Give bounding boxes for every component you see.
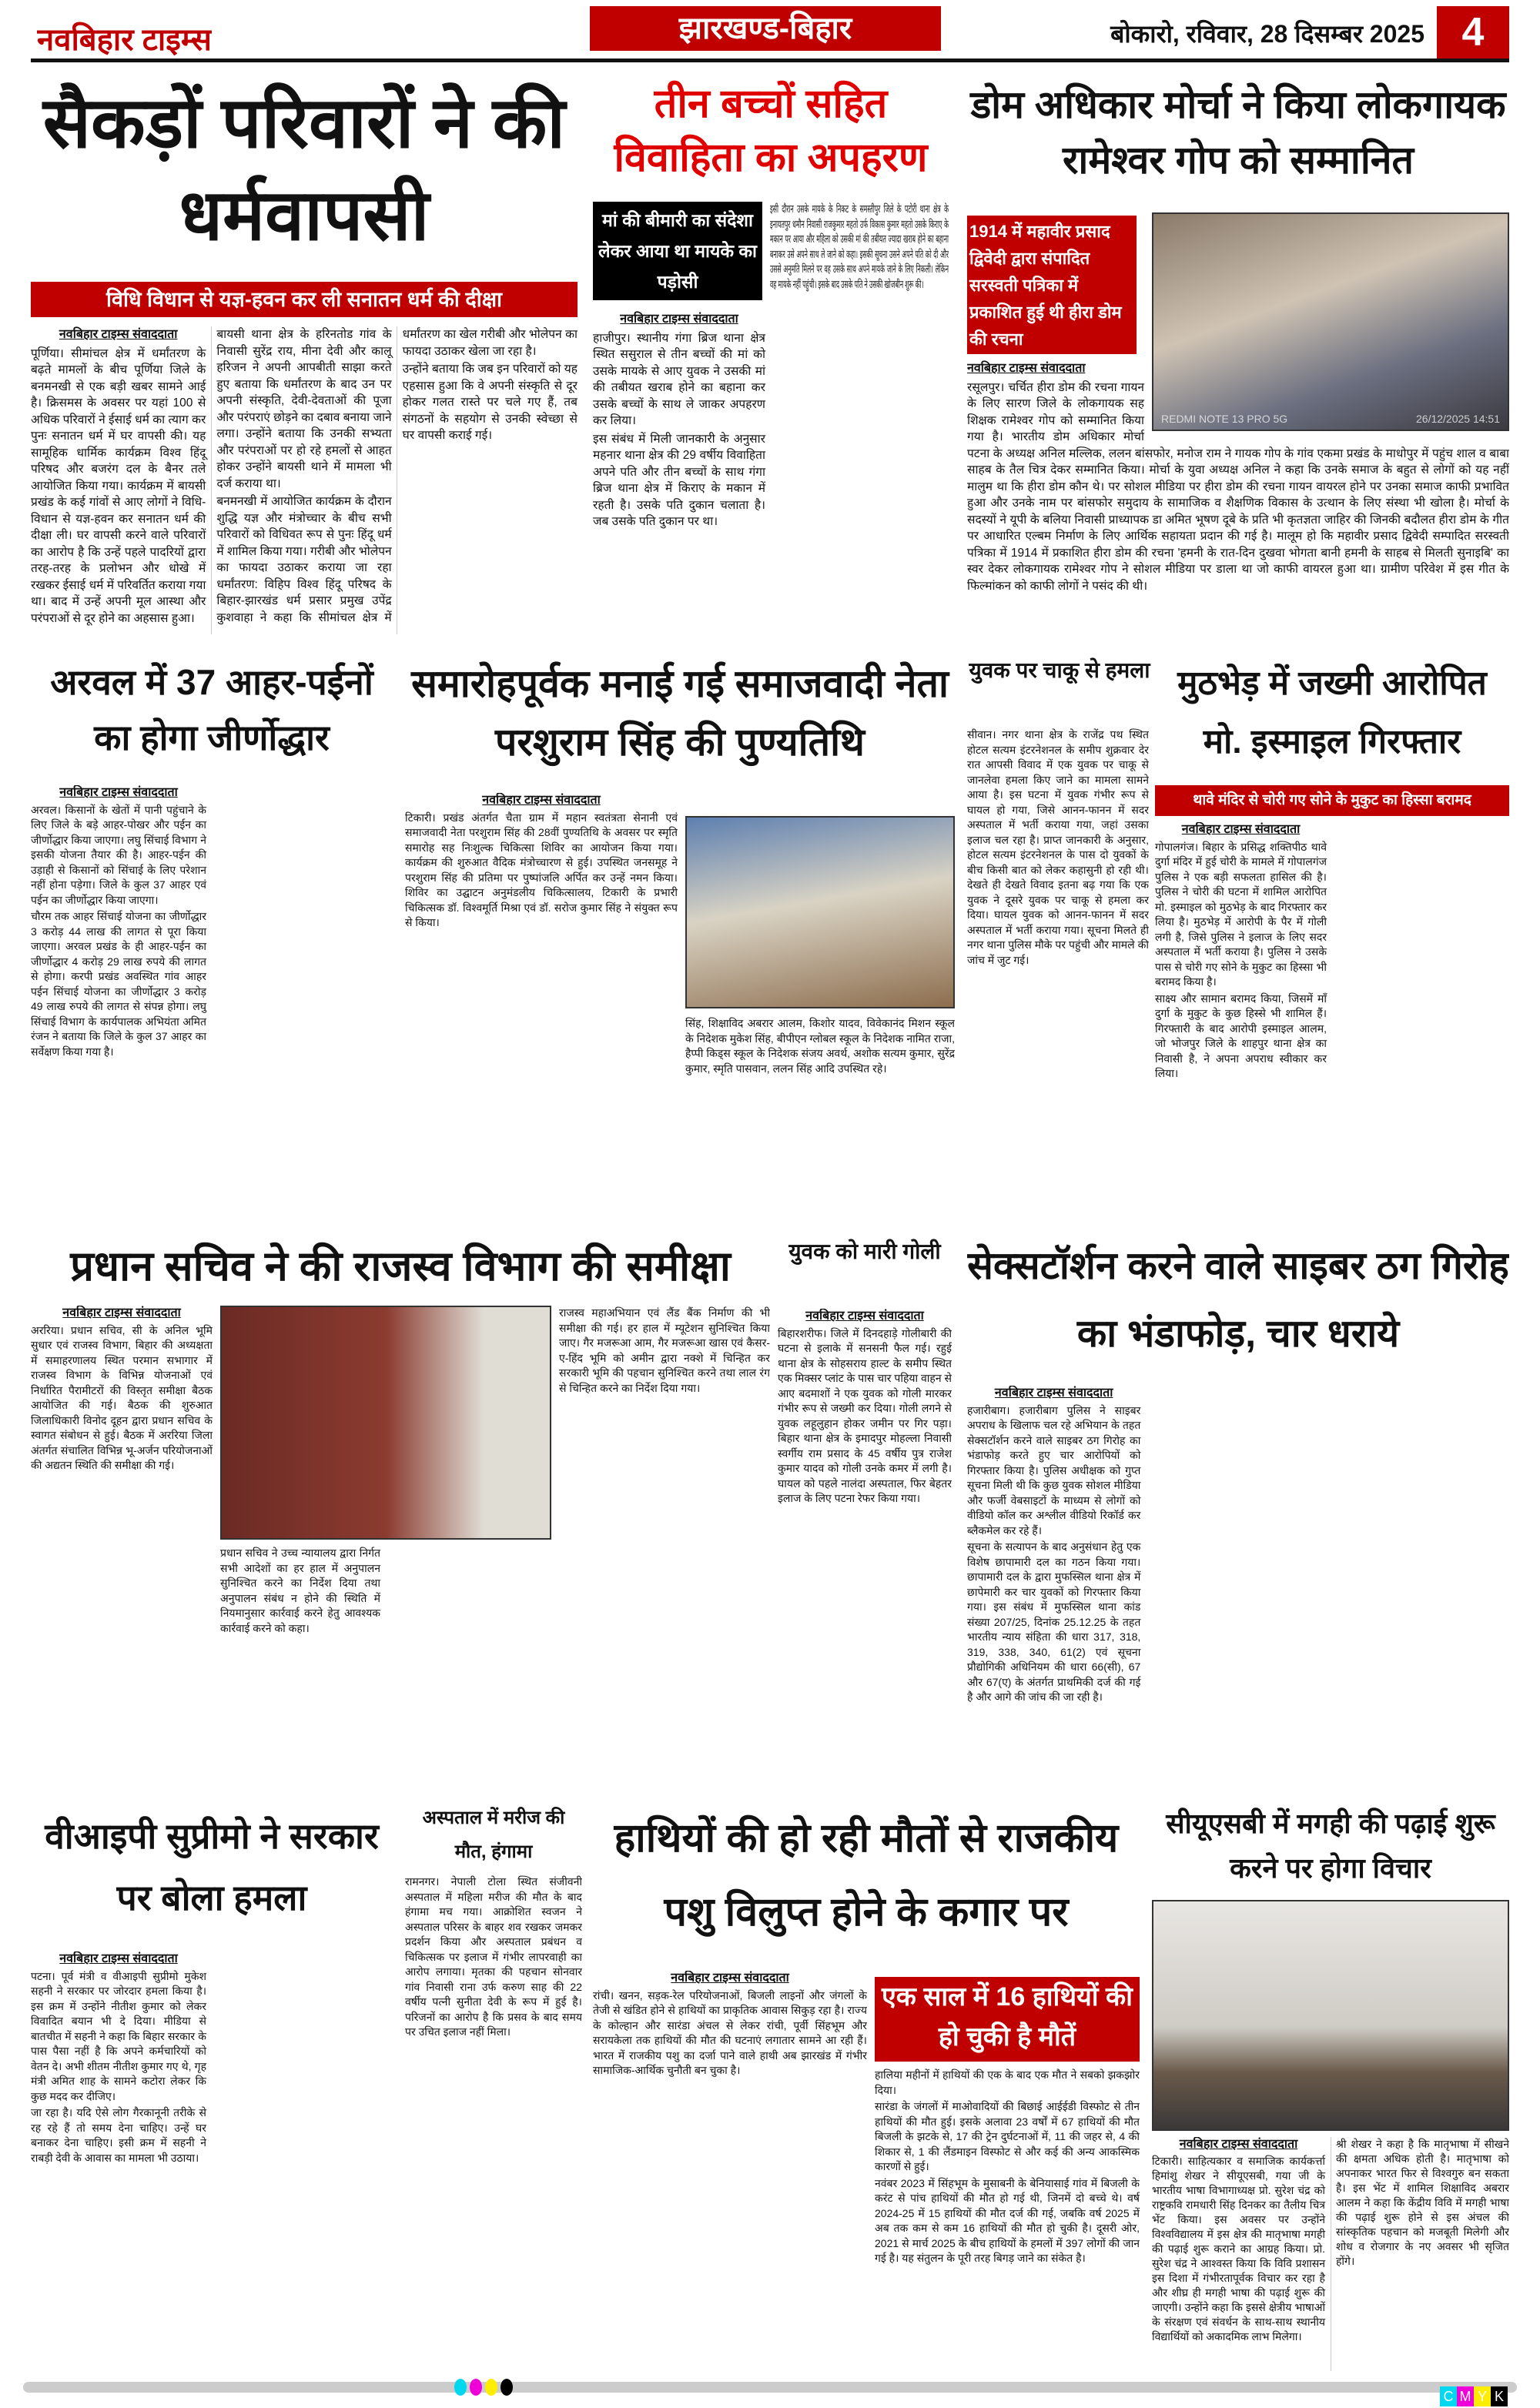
text-frame: अरवल में 37 आहर-पईनों का होगा जीर्णोद्धार	[50, 662, 373, 758]
headline-revenue-review	[31, 1232, 770, 1301]
article-parshuram-singh	[405, 793, 678, 1216]
paragraph: इस संबंध में मिली जानकारी के अनुसार महनार थाना क्षेत्र की 29 वर्षीय विवाहिता अपने पति और तीन बच्चों के साथ गंगा ब्रिज थाना क्षेत्र में किराए के मकान में रहती है। उसके पति दुकान चलाता है। जब उसके पति दुकान पर था।	[593, 432, 765, 528]
photo-wrap-spacer	[1144, 360, 1509, 440]
headline-youth-shot	[778, 1236, 952, 1305]
section-label: झारखण्ड-बिहार	[590, 6, 941, 51]
text-frame: विधि विधान से यज्ञ-हवन कर ली सनातन धर्म की दीक्षा	[105, 288, 503, 311]
article-knife-attack	[967, 727, 1149, 1216]
text-frame	[967, 727, 1149, 968]
header-divider	[31, 59, 1509, 62]
paragraph: हजारीबाग। हजारीबाग पुलिस ने साइबर अपराध के खिलाफ चल रहे अभियान के तहत सेक्सटॉर्शन करने वाले साइबर ठग गिरोह का भंडाफोड़ करते हुए चार आरोपियों को गिरफ्तार किया है। पुलिस अधीक्षक को गुप्त सूचना मिली थी कि कुछ युवक सोशल मीडिया और फर्जी वेबसाइटों के माध्यम से लोगों को वीडियो कॉल कर अश्लील वीडियो रिकॉर्ड कर ब्लैकमेल कर रहे हैं।	[967, 1403, 1141, 1537]
text-frame: सीयूएसबी में मगही की पढ़ाई शुरू करने पर होगा विचार	[1166, 1808, 1495, 1884]
highlight-box-hira-dom	[967, 216, 1137, 354]
paragraph: हालिया महीनों में हाथियों की एक के बाद एक मौत ने सबको झकझोर दिया।	[875, 2069, 1140, 2096]
paragraph: रामनगर। नेपाली टोला स्थित संजीवनी अस्पताल में महिला मरीज की मौत के बाद हंगामा मच गया। आक्रोशित स्वजन ने अस्पताल परिसर के बाहर शव रखकर जमकर प्रदर्शन किया और अस्पताल प्रबंधन व चिकित्सक पर इलाज में गंभीर लापरवाही का आरोप लगाया। मृतका की पहचान सोनवार गांव निवासी राना उर्फ करुण साह की 22 वर्षीय पत्नी सुनीता देवी के रूप में हुई है। परिजनों का आरोप है कि प्रसव के बाद समय पर उचित इलाज नहीं मिला।	[405, 1875, 582, 2038]
article-youth-shot	[778, 1309, 952, 1775]
text-frame: प्रधान सचिव ने की राजस्व विभाग की समीक्षा	[70, 1243, 731, 1289]
article-dom-morcha	[967, 360, 1509, 637]
headline-dharmvapasi	[31, 77, 578, 269]
magenta-dot	[470, 2379, 482, 2396]
article-dharmvapasi	[31, 326, 578, 634]
byline: नवबिहार टाइम्स संवाददाता	[620, 313, 738, 326]
article-apaharan-side	[770, 202, 949, 305]
cmyk-marks	[1440, 2386, 1508, 2406]
paragraph: टिकारी। साहित्यकार व समाजिक कार्यकर्त्ता हिमांशु शेखर ने सीयूएसबी, गया जी के भारतीय भाषा विभागाध्यक्ष प्रो. सुरेश चंद्र को राष्ट्रकवि रामधारी सिंह दिनकर का तैलीय चित्र भेंट किया। इस अवसर पर उन्होंने विश्वविद्यालय में इस क्षेत्र की मातृभाषा मगही की पढ़ाई शुरू कराने का आग्रह किया। प्रो. सुरेश चंद्र ने आश्वस्त किया कि विवि प्रशासन इस दिशा में गंभीरतापूर्वक विचार कर रहा है और शीघ्र ही मगही भाषा की पढ़ाई शुरू की जाएगी। उन्होंने कहा कि इससे क्षेत्रीय भाषाओं के संरक्षण एवं संवर्धन के साथ-साथ स्थानीय विद्यार्थियों को अकादमिक लाभ मिलेगा।	[1152, 2155, 1325, 2343]
paragraph: उन्होंने बताया कि जब इन परिवारों को यह एहसास हुआ कि वे अपनी संस्कृति से दूर होकर गलत रास्ते पर चले गए हैं, तब संगठनों के सहयोग से उनकी स्वेच्छा से घर वापसी कराई गई।	[402, 363, 578, 442]
paragraph: गोपालगंज। बिहार के प्रसिद्ध शक्तिपीठ थावे दुर्गा मंदिर में हुई चोरी के मामले में गोपालगंज पुलिस ने एक बड़ी सफलता हासिल की है। पुलिस ने चोरी की घटना में शामिल आरोपित मो. इस्माइल को मुठभेड़ के बाद गिरफ्तार कर लिया है। मुठभेड़ में आरोपी के पैर में गोली लगी है, जिसे पुलिस ने इलाज के लिए सदर अस्पताल में भर्ती कराया है। पुलिस ने उसके पास से चोरी गए सोने के मुकुट का हिस्सा भी बरामद किया है।	[1155, 840, 1327, 988]
headline-knife-attack	[967, 654, 1152, 724]
byline: नवबिहार टाइम्स संवाददाता	[671, 1972, 789, 1985]
photo-tribute	[685, 816, 955, 1008]
byline: नवबिहार टाइम्स संवाददाता	[482, 794, 601, 807]
dateline: बोकारो, रविवार, 28 दिसम्बर 2025	[1110, 20, 1424, 48]
text-frame: वीआइपी सुप्रीमो ने सरकार पर बोला हमला	[45, 1816, 379, 1918]
paragraph: राजस्व महाअभियान एवं लैंड बैंक निर्माण की भी समीक्षा की गई। हर हाल में म्यूटेशन सुनिश्चित किया जाए। गैर मजरूआ आम, गैर मजरूआ खास एवं कैसर-ए-हिंद भूमि को अमीन द्वारा नक्शे में चिन्हित कर सरकारी भूमि की पहचान सुनिश्चित करने तथा लाल रंग से चिन्हित करने का निर्देश दिया गया।	[559, 1306, 770, 1394]
byline: नवबिहार टाइम्स संवाददाता	[1179, 2138, 1298, 2151]
text-frame: सैकड़ों परिवारों ने की धर्मवापसी	[42, 84, 566, 255]
article-parshuram-singh-cont	[685, 1016, 955, 1216]
headline-elephants	[593, 1801, 1140, 1955]
byline: नवबिहार टाइम्स संवाददाता	[1181, 823, 1301, 836]
paragraph: बिहारशरीफ। जिले में दिनदहाड़े गोलीबारी की घटना से इलाके में सनसनी फैल गई। रहुई थाना क्षेत्र के सोहसराय हाल्ट के समीप स्थित एक मिक्सर प्लांट के पास चार पहिया वाहन से आए बदमाशों ने एक युवक को गोली मारकर गंभीर रूप से जख्मी कर दिया। गोली लगने से युवक लहूलुहान होकर जमीन पर गिर पड़ा। बिहार थाना क्षेत्र के इमादपुर मोहल्ला निवासी स्वर्गीय राम प्रसाद के 45 वर्षीय पुत्र राजेश कुमार यादव को गोली उनके कमर में लगी है। घायल को पहले नालंदा अस्पताल, फिर बेहतर इलाज के लिए पटना रेफर किया गया।	[778, 1326, 952, 1504]
byline: नवबिहार टाइम्स संवाददाता	[805, 1309, 924, 1323]
paragraph: नवंबर 2023 में सिंहभूम के मुसाबनी के बेनियासाई गांव में बिजली के करंट से पांच हाथियों की मौत हो गई थी, जिनमें दो बच्चे थे। वर्ष 2024-25 में 15 हाथियों की मौत दर्ज की गई, जबकि वर्ष 2025 में अब तक कम से कम 16 हाथियों की मौत हो चुकी है। दूसरी ओर, 2021 से मार्च 2025 के बीच हाथियों के हमलों में 397 लोगों की जान गई है। यह संतुलन के पूरी तरह बिगड़ जाने का संकेत है।	[875, 2176, 1140, 2264]
byline: नवबिहार टाइम्स संवाददाता	[967, 362, 1086, 375]
footer-bar	[23, 2382, 1517, 2393]
highlight-box-elephants	[875, 1977, 1140, 2062]
highlight-box-apaharan	[593, 202, 762, 300]
text-frame	[1152, 2137, 1509, 2371]
page-number: 4	[1437, 6, 1509, 59]
article-revenue-review	[31, 1306, 213, 1775]
article-cusb-magahi	[1152, 2137, 1509, 2371]
paragraph: अररिया। प्रधान सचिव, सी के अनिल भूमि सुधार एवं राजस्व विभाग, बिहार की अध्यक्षता में समाहरणालय स्थित परमान सभागार में राजस्व विभाग के विभिन्न योजनाओं एवं निर्धारित पैरामीटरों की विस्तृत समीक्षा बैठक आयोजित की गई। बैठक की शुरुआत जिलाधिकारी विनोद दूहन द्वारा प्रधान सचिव के स्वागत संबोधन से हुई। बैठक में अररिया जिला अंतर्गत संचालित विभिन्न भू-अर्जन परियोजनाओं की अद्यतन स्थिति की समीक्षा की गई।	[31, 1323, 213, 1471]
headline-sextortion	[967, 1232, 1509, 1370]
byline: नवबिहार टाइम्स संवाददाता	[62, 1306, 181, 1319]
text-frame	[593, 1971, 867, 2079]
paragraph: इसी दौरान उसके मायके के निकट के समस्तीपुर जिले के पटोरी थाना क्षेत्र के इनायतपुर धमौन निवासी राजकुमार महतो उर्फ विकास कुमार महतो उसके किराए के मकान पर आया और महिला को उसकी मां की तबीयत ज्यादा खराब होने का बहाना बनाकर उसे अपने साथ ले जाने को कहा। इसकी सूचना उसने अपने पति को दी और उससे अनुमति मिलने पर वह उसके साथ अपने मायके जाने के लिए निकली। लेकिन वह मायके नहीं पहुंची। इसके बाद उसके पति ने उसकी खोजबीन शुरू की।	[770, 202, 949, 290]
article-vip	[31, 1951, 393, 2371]
text-frame	[685, 1016, 955, 1076]
article-sextortion	[967, 1386, 1509, 1775]
article-revenue-review-col3	[559, 1306, 770, 1775]
paragraph: श्री शेखर ने कहा है कि मातृभाषा में सीखने की क्षमता अधिक होती है। मातृभाषा को अपनाकर भारत फिर से विश्वगुरु बन सकता है। इस भेंट में शामिल शिक्षाविद अबरार आलम ने कहा कि केंद्रीय विवि में मगही भाषा की पढ़ाई शुरू होने से इस अंचल की सांस्कृतिक पहचान को मजबूती मिलेगी और शोध व रोजगार के नए अवसर भी सृजित होंगे।	[1336, 2138, 1509, 2267]
text-frame: थावे मंदिर से चोरी गए सोने के मुकुट का हिस्सा बरामद	[1193, 792, 1471, 808]
text-frame: 1914 में महावीर प्रसाद द्विवेदी द्वारा संपादित सरस्वती पत्रिका में प्रकाशित हुई थी हीरा डोम की रचना	[969, 222, 1122, 349]
newspaper-name: नवबिहार टाइम्स	[37, 23, 212, 57]
paragraph: पूर्णिया। सीमांचल क्षेत्र में धर्मांतरण के बढ़ते मामलों के बीच पूर्णिया जिले के बनमनखी से एक बड़ी खबर सामने आई है। क्रिसमस के अवसर पर यहां 100 से अधिक परिवारों ने ईसाई धर्म का त्याग कर पुनः सनातन धर्म में घर वापसी की। यह सामूहिक धार्मिक कार्यक्रम विश्व हिंदू परिषद और बजरंग दल के बैनर तले आयोजित किया गया। कार्यक्रम में बायसी प्रखंड के कई गांवों से आए लोगों ने विधि-विधान से यज्ञ-हवन कर सनातन धर्म की दीक्षा ली। घर वापसी करने वाले परिवारों का आरोप है कि उन्हें पहले पादरियों द्वारा तरह-तरह के प्रलोभन और धोखे में रखकर ईसाई धर्म में परिवर्तित कराया गया था। बाद में उन्हें अपनी मूल आस्था और परंपराओं से दूर होने का अहसास हुआ।	[31, 346, 206, 625]
article-arwal	[31, 785, 393, 1216]
text-frame	[31, 326, 578, 634]
article-elephants-cont	[875, 2068, 1140, 2371]
text-frame	[559, 1306, 770, 1396]
paragraph: बायसी थाना क्षेत्र के हरिनतोड गांव के निवासी सुरेंद्र राय, मीना देवी और कालू हरिजन ने अपनी आपबीती साझा करते हुए बताया कि धर्मांतरण के बाद उन पर अपनी संस्कृति, देवी-देवताओं की पूजा और परंपराएं छोड़ने का दबाव बनाया जाने लगा। उन्होंने बताया कि उनकी सभ्यता और परंपराओं पर हो रहे हमलों से आहत होकर उन्होंने बायसी थाने में मामला भी दर्ज कराया था।	[216, 328, 392, 490]
paragraph: रांची। खनन, सड़क-रेल परियोजनाओं, बिजली लाइनों और जंगलों के तेजी से खंडित होने से हाथियों का प्राकृतिक आवास सिकुड़ रहा है। राज्य के कोल्हान और सारंडा अंचल से लेकर रांची, पूर्वी सिंहभूम और सरायकेला तक हाथियों की मौत की घटनाएं लगातार सामने आ रही हैं। भारत में राजकीय पशु का दर्जा पाने वाले हाथी अब झारखंड में गंभीर सामाजिक-आर्थिक चुनौती बन चुका है।	[593, 1988, 867, 2076]
text-frame: युवक को मारी गोली	[788, 1239, 941, 1263]
text-frame	[967, 1386, 1509, 1775]
byline: नवबिहार टाइम्स संवाददाता	[59, 786, 178, 799]
headline-hospital-death	[405, 1801, 582, 1871]
photo-review-meeting	[220, 1306, 551, 1540]
text-frame: डोम अधिकार मोर्चा ने किया लोकगायक रामेश्वर गोप को सम्मानित	[970, 83, 1506, 182]
paragraph: अरवल। किसानों के खेतों में पानी पहुंचाने के लिए जिले के बड़े आहर-पोखर और पईन का जीर्णोद्धार किया जाएगा। लघु सिंचाई विभाग ने इसकी योजना तैयार की है। आहर-पईन की उड़ाही से किसानों को सिंचाई के लिए परेशान नहीं होना पड़ेगा। जिले के कुल 37 आहर एवं पईन का जीर्णोद्धार किया जाएगा।	[31, 803, 206, 906]
text-frame	[593, 311, 949, 634]
text-frame: हाथियों की हो रही मौतों से राजकीय पशु विलुप्त होने के कगार पर	[614, 1816, 1119, 1935]
text-frame	[778, 1309, 952, 1507]
cyan-dot	[454, 2379, 467, 2396]
paragraph: चौरम तक आहर सिंचाई योजना का जीर्णोद्धार 3 करोड़ 44 लाख की लागत से पूरा किया जाएगा। अरवल प्रखंड के ही आहर-पईन का जीर्णोद्धार 4 करोड़ 29 लाख रुपये की लागत से होगा। करपी प्रखंड अवस्थित गांव आहर पईन सिंचाई योजना का जीर्णोद्धार 3 करोड़ 49 लाख रुपये की लागत से संपन्न होगा। लघु सिंचाई विभाग के कार्यपालक अभियंता अमित रंजन ने बताया कि जिले के कुल 37 आहर का सर्वेक्षण किया गया है।	[31, 910, 206, 1058]
text-frame: समारोहपूर्वक मनाई गई समाजवादी नेता परशुराम सिंह की पुण्यतिथि	[411, 662, 949, 764]
headline-encounter	[1155, 654, 1509, 778]
headline-vip	[31, 1805, 393, 1936]
yellow-dot	[485, 2379, 497, 2396]
article-apaharan	[593, 311, 949, 634]
text-frame: मुठभेड़ में जख्मी आरोपित मो. इस्माइल गिरफ्तार	[1177, 664, 1487, 761]
byline: नवबिहार टाइम्स संवाददाता	[59, 1952, 178, 1965]
headline-cusb-magahi	[1152, 1801, 1509, 1894]
text-frame: सेक्सटॉर्शन करने वाले साइबर ठग गिरोह का भंडाफोड़, चार धराये	[967, 1244, 1509, 1355]
text-frame: एक साल में 16 हाथियों की हो चुकी है मौतें	[882, 1982, 1133, 2052]
subhead-encounter	[1155, 785, 1509, 816]
headline-parshuram-singh	[405, 654, 955, 778]
black-dot	[500, 2379, 513, 2396]
paragraph: सीवान। नगर थाना क्षेत्र के राजेंद्र पथ स्थित होटल सत्यम इंटरनेशनल के समीप शुक्रवार देर रात आपसी विवाद में एक युवक पर चाकू से जानलेवा हमला किए जाने का मामला सामने आया है। इस घटना में युवक गंभीर रूप से घायल हो गया, जिसे आनन-फानन में सदर अस्पताल में भर्ती कराया गया, जहां उसका इलाज चल रहा है। प्राप्त जानकारी के अनुसार, होटल सत्यम इंटरनेशनल के पास दो युवकों के बीच किसी बात को लेकर कहासुनी हो रही थी। देखते ही देखते विवाद इतना बढ़ गया कि एक युवक ने दूसरे युवक पर चाकू से हमला कर दिया। घायल युवक को आनन-फानन में सदर अस्पताल में भर्ती कराया गया। सूचना मिलते ही नगर थाना पुलिस मौके पर पहुंची और मामले की जांच में जुट गई।	[967, 728, 1149, 966]
headline-apaharan	[593, 77, 949, 192]
paragraph: टिकारी। प्रखंड अंतर्गत चैता ग्राम में महान स्वतंत्रता सेनानी एवं समाजवादी नेता परशुराम सिंह की 28वीं पुण्यतिथि के अवसर पर स्मृति समारोह सह निःशुल्क चिकित्सा शिविर का आयोजन किया गया। कार्यक्रम की शुरुआत वैदिक मंत्रोच्चारण से हुई। उपस्थित जनसमूह ने परशुराम सिंह की प्रतिमा पर पुष्पांजलि अर्पित कर उन्हें नमन किया। शिविर का उद्घाटन अनुमंडलीय चिकित्सालय, टिकारी के प्रभारी चिकित्सक डॉ. विश्वमूर्ति मिश्रा एवं डॉ. सरोज कुमार सिंह ने संयुक्त रूप से किया।	[405, 811, 678, 928]
photo-portrait-gift	[1152, 1900, 1509, 2131]
paragraph: सारंडा के जंगलों में माओवादियों की बिछाई आईईडी विस्फोट से तीन हाथियों की मौत हुई। इसके अलावा 23 वर्षों में 67 हाथियों की मौत बिजली के झटके से, 17 की ट्रेन दुर्घटनाओं में, 11 की जहर से, 4 की शिकार से, 1 की लैंडमाइन विस्फोट से और कई की अन्य आकस्मिक कारणों से हुई।	[875, 2100, 1140, 2172]
text-frame: अस्पताल में मरीज की मौत, हंगामा	[422, 1808, 565, 1862]
registration-marks	[454, 2379, 513, 2396]
paragraph: जा रहा है। यदि ऐसे लोग गैरकानूनी तरीके से रह रहे हैं तो समय देना चाहिए। उन्हें घर बनाकर देना चाहिए। इसी क्रम में सहनी ने राबड़ी देवी के आवास का मामला भी उठाया।	[31, 2106, 206, 2164]
photo-device-watermark: REDMI NOTE 13 PRO 5G	[1161, 413, 1288, 425]
text-frame	[31, 1951, 393, 2371]
paragraph: साक्ष्य और सामान बरामद किया, जिसमें माँ दुर्गा के मुकुट के कुछ हिस्से भी शामिल हैं। गिरफ्तारी के बाद आरोपी इस्माइल आलम, जो भोजपुर जिले के शाहपुर थाना क्षेत्र का निवासी है, ने अपना अपराध स्वीकार कर लिया।	[1155, 992, 1327, 1079]
cmyk-m: M	[1457, 2386, 1474, 2406]
text-frame	[31, 785, 393, 1216]
paragraph: सूचना के सत्यापन के बाद अनुसंधान हेतु एक विशेष छापामारी दल का गठन किया गया। छापामारी दल के द्वारा मुफस्सिल थाना क्षेत्र में छापेमारी कर चार युवकों को गिरफ्तार किया गया। इस संबंध में मुफस्सिल थाना कांड संख्या 207/25, दिनांक 25.12.25 के तहत भारतीय न्याय संहिता की धारा 317, 318, 319, 338, 340, 61(2) एवं सूचना प्रौद्योगिकी अधिनियम की धारा 66(सी), 67 और 67(ए) के अंतर्गत प्राथमिकी दर्ज की गई है और आगे की जांच की जा रही है।	[967, 1540, 1141, 1703]
byline: नवबिहार टाइम्स संवाददाता	[994, 1386, 1113, 1400]
headline-dom-morcha	[967, 77, 1509, 200]
text-frame	[405, 1875, 582, 2040]
article-elephants	[593, 1971, 867, 2371]
article-hospital-death	[405, 1875, 582, 2371]
cmyk-y: Y	[1474, 2386, 1491, 2406]
headline-arwal	[31, 654, 393, 770]
cmyk-c: C	[1440, 2386, 1457, 2406]
paragraph: रसूलपुर। चर्चित हीरा डोम की रचना गायन के लिए सारण जिले के लोकगायक सह शिक्षक रामेश्वर गोप को सम्मानित किया गया है। भारतीय डोम अधिकार मोर्चा पटना के अध्यक्ष अनिल मल्लिक, ललन बांसफोर, मनोज राम ने गायक गोप के गांव एकमा प्रखंड के माधोपुर में पहुंच शाल व बाबा साहब के तैल चित्र देकर सम्मानित किया। मोर्चा के युवा अध्यक्ष अनिल ने कहा कि उनके समाज के बहुत से लोगों को यह नहीं मालुम था कि हीरा डोम कौन थे। पर सोशल मीडिया पर हीरा डोम की रचना गायन वायरल होने पर उनका समाज काफी प्रभावित हुआ और उनके नाम पर बांसफोर समुदाय के सामाजिक व शैक्षणिक विकास के उत्थान के लिए संस्था भी खोला है। मोर्चा के सदस्यों ने यूपी के बलिया निवासी प्राध्यापक डा अमित भूषण दूबे के प्रति भी कृतज्ञता जाहिर की जिनकी बदौलत हीरा डोम के गीत पर आधारित एल्बम निर्माण के लिए आर्थिक सहायता प्रदान की गई है। मालूम हो कि महावीर प्रसाद द्विवेदी सम्पादित सरस्वती पत्रिका में 1914 में प्रकाशित हीरा डोम की रचना 'हमनी के रात-दिन दुखवा भोगता बानी हमनी के साहब से मिलती सुनाइबि' का स्वर देकर लोकगायक रामेश्वर गोप ने सोशल मीडिया पर डाला था जो काफी वायरल हुआ था। ग्रामीण परिवेश में इस गीत के फिल्मांकन को काफी लोगों ने पसंद की थी।	[967, 380, 1509, 593]
photo-timestamp: 26/12/2025 14:51	[1416, 413, 1500, 425]
paragraph: सिंह, शिक्षाविद अबरार आलम, किशोर यादव, विवेकानंद मिशन स्कूल के निदेशक मुकेश सिंह, बीपीएन ग्लोबल स्कूल के निदेशक नामित राजा, हैप्पी किड्स स्कूल के निदेशक संजय अवर्थ, अशोक सत्यम कुमार, सुरेंद्र कुमार, स्मृति पासवान, ललन सिंह आदि उपस्थित रहे।	[685, 1017, 955, 1075]
text-frame	[405, 793, 678, 931]
text-frame	[875, 2068, 1140, 2266]
text-frame: युवक पर चाकू से हमला	[969, 658, 1150, 682]
cmyk-k: K	[1491, 2386, 1508, 2406]
subhead-dharmvapasi	[31, 282, 578, 317]
text-frame	[770, 202, 949, 292]
article-encounter	[1155, 822, 1509, 1216]
text-frame: तीन बच्चों सहित विवाहिता का अपहरण	[614, 82, 928, 180]
paragraph: हाजीपुर। स्थानीय गंगा ब्रिज थाना क्षेत्र स्थित ससुराल से तीन बच्चों की मां को उसके मायके से आए युवक ने उसकी मां की तबीयत खराब होने का बहाना कर उसके बच्चों के साथ ले जाकर अपहरण कर लिया।	[593, 331, 765, 427]
text-frame: मां की बीमारी का संदेशा लेकर आया था मायके का पड़ोसी	[598, 210, 758, 292]
article-revenue-review-cont	[220, 1546, 551, 1777]
paragraph: बनमनखी में आयोजित कार्यक्रम के दौरान शुद्धि यज्ञ और मंत्रोच्चार के बीच सभी परिवारों को विधिवत रूप से पुनः हिंदू धर्म में शामिल किया गया। गरीबी और भोलेपन का फायदा उठाकर कराया जा रहा धर्मांतरण: विहिप विश्व हिंदू परिषद के बिहार-झारखंड धर्म प्रसार प्रमुख उपेंद्र कुशवाहा ने कहा कि सीमांचल क्षेत्र में धर्मांतरण का खेल गरीबी और भोलेपन का फायदा उठाकर खेला जा रहा है।	[216, 328, 578, 624]
byline: नवबिहार टाइम्स संवाददाता	[59, 328, 178, 341]
paragraph: पटना। पूर्व मंत्री व वीआइपी सुप्रीमो मुकेश सहनी ने सरकार पर जोरदार हमला किया है। इस क्रम में उन्होंने नीतीश कुमार को लेकर विवादित बयान भी दे दिया। मीडिया से बातचीत में सहनी ने कहा कि बिहार सरकार के पास पैसा नहीं है कि अपने कर्मचारियों को वेतन दे। अभी शीतम नीतीश कुमार गए थे, गृह मंत्री अमित शाह के सामने कटोरा लेकर कि कुछ मदद कर दीजिए।	[31, 1969, 206, 2102]
paragraph: प्रधान सचिव ने उच्च न्यायालय द्वारा निर्गत सभी आदेशों का हर हाल में अनुपालन सुनिश्चित करने का निर्देश दिया तथा अनुपालन संबंध न होने की स्थिति में नियमानुसार कार्रवाई करने हेतु आवश्यक कार्रवाई करने को कहा।	[220, 1547, 380, 1634]
text-frame	[220, 1546, 551, 1777]
text-frame	[1155, 822, 1509, 1216]
text-frame	[31, 1306, 213, 1473]
